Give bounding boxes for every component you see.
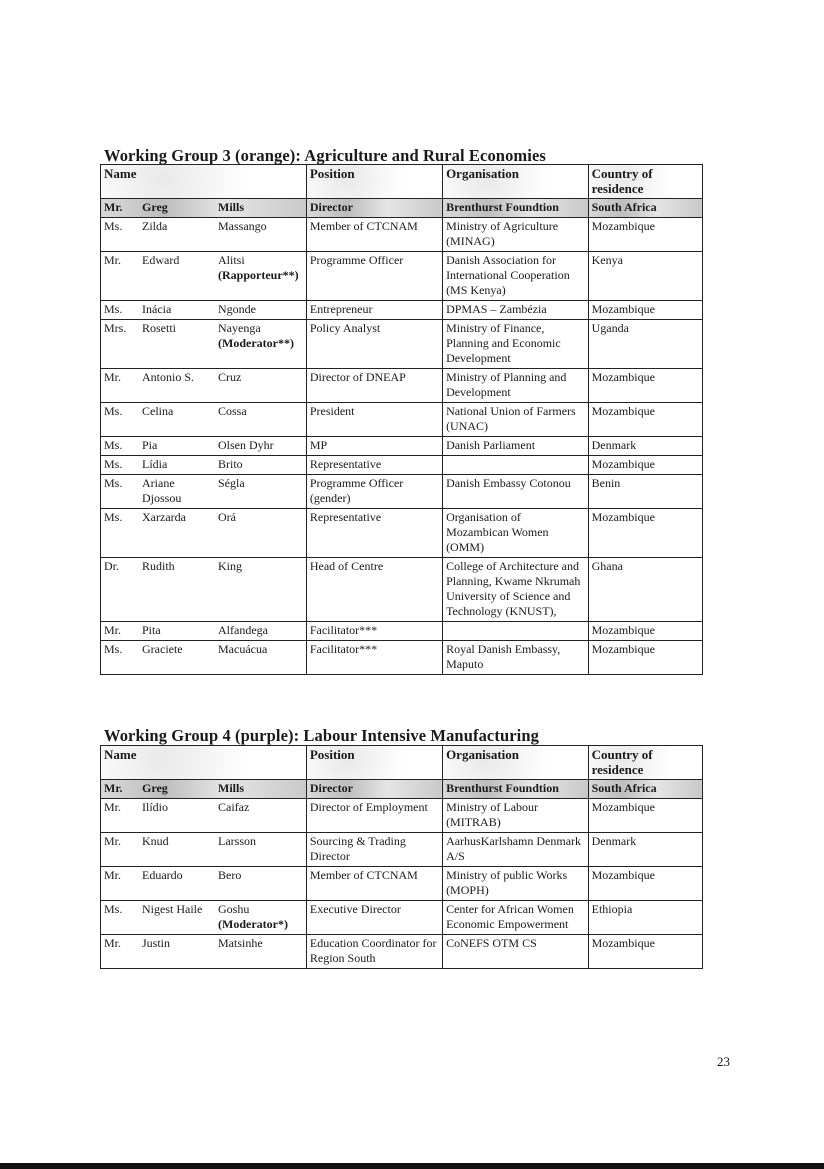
participant-position: Facilitator*** — [306, 641, 442, 675]
participant-name-cell — [101, 301, 307, 320]
participant-country: Mozambique — [588, 799, 702, 833]
table-row — [101, 199, 703, 218]
group4-body — [101, 780, 703, 969]
participant-organisation — [443, 456, 589, 475]
participant-last-name-block — [215, 641, 306, 658]
participant-first-name: Greg — [142, 781, 168, 795]
header-position: Position — [306, 746, 442, 780]
participant-last-name: Nayenga — [218, 321, 261, 335]
participant-country: Mozambique — [588, 641, 702, 675]
participant-organisation: Ministry of Planning and Development — [443, 369, 589, 403]
table-row — [101, 252, 703, 301]
participant-last-name: Ségla — [218, 476, 245, 490]
participant-name-cell — [101, 218, 307, 252]
participant-last-name: Macuácua — [218, 642, 268, 656]
participant-title: Ms. — [104, 404, 123, 418]
participant-organisation: Organisation of Mozambican Women (OMM) — [443, 509, 589, 558]
participant-first-name: Nigest Haile — [142, 902, 203, 916]
participant-title: Mr. — [104, 834, 122, 848]
participant-country: Mozambique — [588, 369, 702, 403]
participant-last-name-block — [215, 901, 306, 933]
participant-organisation: Danish Parliament — [443, 437, 589, 456]
participant-position: Executive Director — [306, 901, 442, 935]
participant-name-cell — [101, 509, 307, 558]
participant-title: Ms. — [104, 438, 123, 452]
header-position: Position — [306, 165, 442, 199]
participant-title: Ms. — [104, 219, 123, 233]
table-row — [101, 475, 703, 509]
participant-last-name-block — [215, 935, 306, 952]
participant-first-name: Edward — [142, 253, 180, 267]
participant-last-name: Larsson — [218, 834, 256, 848]
table-row — [101, 558, 703, 622]
participant-name-cell — [101, 369, 307, 403]
participant-position: MP — [306, 437, 442, 456]
participant-first-name: Xarzarda — [142, 510, 186, 524]
participant-last-name-block — [215, 199, 306, 216]
participant-first-name: Celina — [142, 404, 174, 418]
participant-last-name: Goshu — [218, 902, 250, 916]
table-row — [101, 456, 703, 475]
participant-first-name: Ilídio — [142, 800, 168, 814]
participant-organisation: Ministry of public Works (MOPH) — [443, 867, 589, 901]
participant-organisation: Ministry of Finance, Planning and Economic Development — [443, 320, 589, 369]
participant-organisation: Ministry of Labour (MITRAB) — [443, 799, 589, 833]
participant-organisation: DPMAS – Zambézia — [443, 301, 589, 320]
participant-title: Mr. — [104, 781, 123, 795]
participant-title: Mr. — [104, 370, 122, 384]
participant-country: Mozambique — [588, 509, 702, 558]
participant-last-name: Ngonde — [218, 302, 256, 316]
group4-title: Working Group 4 (purple): Labour Intensive Manufacturing — [104, 726, 539, 745]
participant-last-name-block — [215, 252, 306, 284]
participant-name-cell — [101, 320, 307, 369]
participant-country: Ethiopia — [588, 901, 702, 935]
participant-organisation: College of Architecture and Planning, Kwame Nkrumah University of Science and Technology (KNUST), — [443, 558, 589, 622]
participant-country: Ghana — [588, 558, 702, 622]
participant-last-name-block — [215, 369, 306, 386]
participant-country: Mozambique — [588, 218, 702, 252]
participant-last-name-block — [215, 320, 306, 352]
participant-position: Director — [306, 780, 442, 799]
participant-position: Member of CTCNAM — [306, 218, 442, 252]
participant-title: Mr. — [104, 936, 122, 950]
participant-first-name: Ariane Djossou — [142, 476, 182, 505]
participant-title: Ms. — [104, 476, 123, 490]
participant-first-name: Lídia — [142, 457, 168, 471]
participant-first-name: Inácia — [142, 302, 172, 316]
participant-first-name: Rosetti — [142, 321, 177, 335]
participant-country: Denmark — [588, 833, 702, 867]
participant-name-cell — [101, 199, 307, 218]
participant-last-name: Alitsi — [218, 253, 245, 267]
participant-first-name: Zilda — [142, 219, 168, 233]
participant-position: Director of DNEAP — [306, 369, 442, 403]
header-name: Name — [101, 746, 307, 780]
header-organisation: Organisation — [443, 165, 589, 199]
participant-last-name: Mills — [218, 781, 244, 795]
participant-title: Dr. — [104, 559, 119, 573]
participant-last-name: Matsinhe — [218, 936, 263, 950]
participant-name-cell — [101, 867, 307, 901]
participant-position: Education Coordinator for Region South — [306, 935, 442, 969]
participant-position: Sourcing & Trading Director — [306, 833, 442, 867]
participant-organisation: Royal Danish Embassy, Maputo — [443, 641, 589, 675]
participant-country: Mozambique — [588, 301, 702, 320]
participant-first-name: Eduardo — [142, 868, 183, 882]
participant-title: Ms. — [104, 642, 123, 656]
participant-first-name: Greg — [142, 200, 168, 214]
participant-country: Mozambique — [588, 867, 702, 901]
header-country: Country of residence — [588, 165, 702, 199]
participant-last-name: King — [218, 559, 242, 573]
participant-last-name: Olsen Dyhr — [218, 438, 274, 452]
table-row — [101, 901, 703, 935]
participant-organisation: Brenthurst Foundtion — [443, 780, 589, 799]
participant-last-name: Mills — [218, 200, 244, 214]
header-organisation: Organisation — [443, 746, 589, 780]
participant-position: Member of CTCNAM — [306, 867, 442, 901]
participant-organisation: National Union of Farmers (UNAC) — [443, 403, 589, 437]
participant-position: Representative — [306, 509, 442, 558]
participant-title: Ms. — [104, 302, 123, 316]
participant-name-cell — [101, 641, 307, 675]
participant-last-name-block — [215, 456, 306, 473]
participant-last-name-block — [215, 403, 306, 420]
table-row — [101, 437, 703, 456]
participant-title: Ms. — [104, 457, 123, 471]
participant-organisation: AarhusKarlshamn Denmark A/S — [443, 833, 589, 867]
participant-position: Representative — [306, 456, 442, 475]
participant-last-name-block — [215, 780, 306, 797]
participant-position: Policy Analyst — [306, 320, 442, 369]
participant-country: South Africa — [588, 199, 702, 218]
participant-country: Mozambique — [588, 403, 702, 437]
participant-position: Head of Centre — [306, 558, 442, 622]
header-country: Country of residence — [588, 746, 702, 780]
participant-position: President — [306, 403, 442, 437]
participant-position: Facilitator*** — [306, 622, 442, 641]
participant-organisation: Center for African Women Economic Empowerment — [443, 901, 589, 935]
page-number: 23 — [717, 1054, 730, 1069]
participant-position: Programme Officer — [306, 252, 442, 301]
participant-last-name-block — [215, 218, 306, 235]
participant-country: Kenya — [588, 252, 702, 301]
participant-last-name-block — [215, 301, 306, 318]
participant-name-cell — [101, 475, 307, 509]
participant-position: Director of Employment — [306, 799, 442, 833]
participant-name-cell — [101, 799, 307, 833]
table-row — [101, 320, 703, 369]
participant-last-name-block — [215, 867, 306, 884]
participant-position: Director — [306, 199, 442, 218]
table-row — [101, 403, 703, 437]
participant-first-name: Knud — [142, 834, 169, 848]
participant-organisation: Brenthurst Foundtion — [443, 199, 589, 218]
participant-name-cell — [101, 456, 307, 475]
participant-title: Mr. — [104, 868, 122, 882]
participant-country: Benin — [588, 475, 702, 509]
participant-first-name: Pia — [142, 438, 158, 452]
participant-last-name-block — [215, 437, 306, 454]
participant-organisation: Danish Embassy Cotonou — [443, 475, 589, 509]
participant-role: (Moderator*) — [218, 917, 288, 931]
participant-last-name-block — [215, 622, 306, 639]
participant-last-name: Alfandega — [218, 623, 268, 637]
participant-organisation: CoNEFS OTM CS — [443, 935, 589, 969]
participant-last-name: Orá — [218, 510, 236, 524]
participant-role: (Rapporteur**) — [218, 268, 299, 282]
participant-name-cell — [101, 780, 307, 799]
participant-first-name: Justin — [142, 936, 171, 950]
table-row — [101, 622, 703, 641]
participant-position: Programme Officer (gender) — [306, 475, 442, 509]
participant-organisation — [443, 622, 589, 641]
table-header-row — [101, 165, 703, 199]
participant-last-name: Brito — [218, 457, 243, 471]
participant-last-name: Caifaz — [218, 800, 250, 814]
participant-name-cell — [101, 622, 307, 641]
participant-last-name-block — [215, 799, 306, 816]
participant-role: (Moderator**) — [218, 336, 294, 350]
table-row — [101, 833, 703, 867]
participant-name-cell — [101, 935, 307, 969]
participant-first-name: Pita — [142, 623, 161, 637]
table-row — [101, 369, 703, 403]
participant-first-name: Graciete — [142, 642, 183, 656]
participant-name-cell — [101, 901, 307, 935]
participant-title: Mr. — [104, 623, 122, 637]
group4-table — [100, 745, 703, 969]
participant-title: Mr. — [104, 253, 122, 267]
group3-table — [100, 164, 703, 675]
participant-last-name-block — [215, 558, 306, 575]
group3-body — [101, 199, 703, 675]
participant-last-name: Massango — [218, 219, 267, 233]
participant-title: Ms. — [104, 902, 123, 916]
participant-last-name-block — [215, 509, 306, 526]
participant-country: South Africa — [588, 780, 702, 799]
participant-country: Mozambique — [588, 456, 702, 475]
header-name: Name — [101, 165, 307, 199]
table-header-row — [101, 746, 703, 780]
group3-title: Working Group 3 (orange): Agriculture and Rural Economies — [104, 146, 546, 165]
table-row — [101, 867, 703, 901]
participant-country: Denmark — [588, 437, 702, 456]
participant-title: Ms. — [104, 510, 123, 524]
table-row — [101, 641, 703, 675]
participant-title: Mr. — [104, 800, 122, 814]
participant-last-name: Cruz — [218, 370, 242, 384]
participant-country: Mozambique — [588, 622, 702, 641]
table-row — [101, 799, 703, 833]
participant-first-name: Antonio S. — [142, 370, 195, 384]
participant-first-name: Rudith — [142, 559, 175, 573]
participant-title: Mrs. — [104, 321, 127, 335]
participant-last-name-block — [215, 833, 306, 850]
participant-country: Uganda — [588, 320, 702, 369]
participant-name-cell — [101, 833, 307, 867]
page-bottom-border — [0, 1163, 824, 1169]
participant-organisation: Ministry of Agriculture (MINAG) — [443, 218, 589, 252]
participant-last-name: Bero — [218, 868, 242, 882]
participant-last-name: Cossa — [218, 404, 247, 418]
participant-last-name-block — [215, 475, 306, 507]
participant-name-cell — [101, 403, 307, 437]
table-row — [101, 780, 703, 799]
participant-country: Mozambique — [588, 935, 702, 969]
table-row — [101, 218, 703, 252]
participant-name-cell — [101, 252, 307, 301]
participant-position: Entrepreneur — [306, 301, 442, 320]
table-row — [101, 935, 703, 969]
table-row — [101, 509, 703, 558]
participant-title: Mr. — [104, 200, 123, 214]
participant-organisation: Danish Association for International Cooperation (MS Kenya) — [443, 252, 589, 301]
table-row — [101, 301, 703, 320]
participant-name-cell — [101, 558, 307, 622]
participant-name-cell — [101, 437, 307, 456]
